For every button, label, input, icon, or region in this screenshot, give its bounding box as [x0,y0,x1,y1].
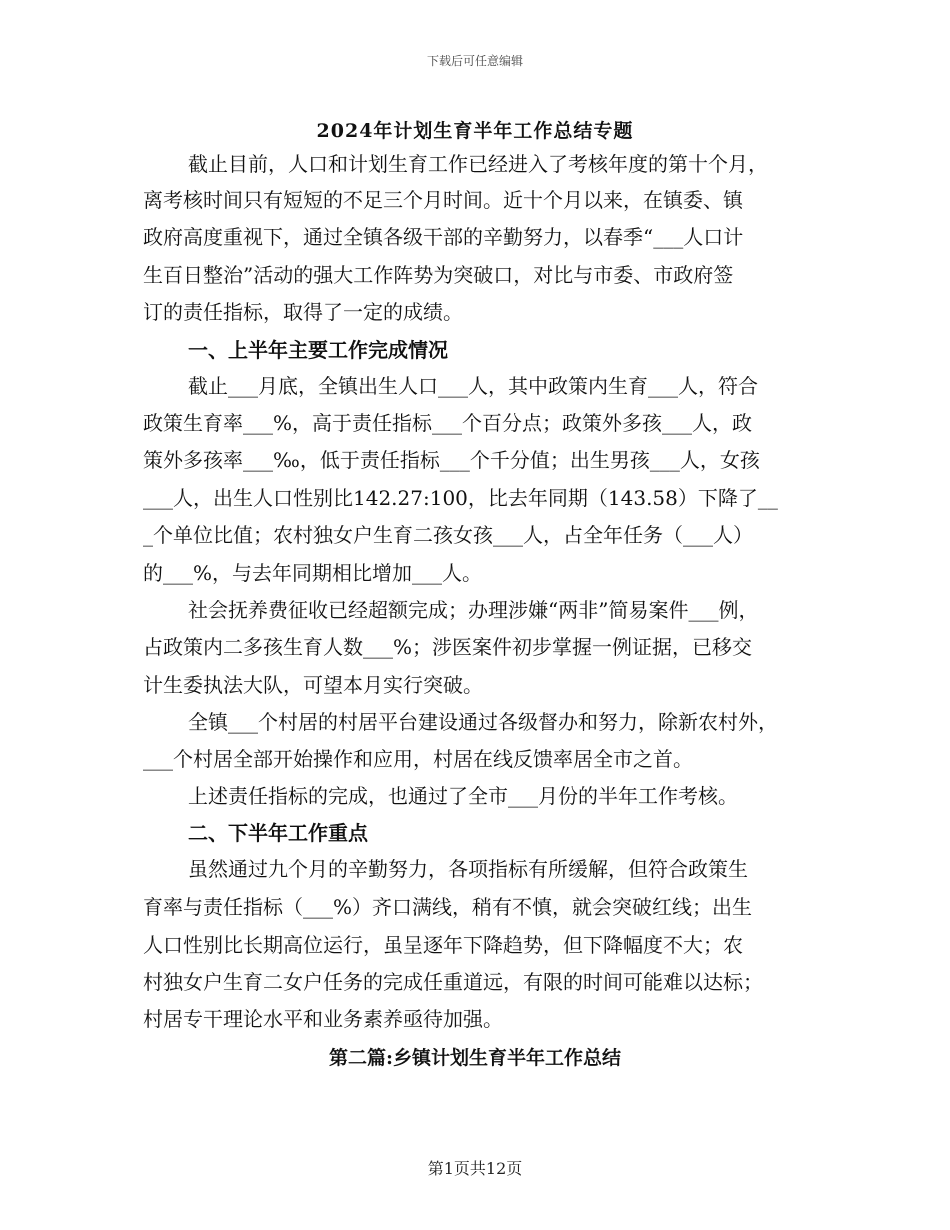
paragraph-line: 社会抚养费征收已经超额完成；办理涉嫌“两非”简易案件___例， [188,598,759,622]
paragraph-line: 策外多孩率___‰，低于责任指标___个千分值；出生男孩___人，女孩 [143,448,760,472]
page-footer: 第1页共12页 [427,1159,523,1178]
paragraph-line: 占政策内二多孩生育人数___%；涉医案件初步掌握一例证据，已移交 [143,635,753,659]
section-heading-1: 一、上半年主要工作完成情况 [188,338,448,362]
paragraph-line: 村独女户生育二女户任务的完成任重道远，有限的时间可能难以达标； [143,970,763,994]
paragraph-line: 订的责任指标，取得了一定的成绩。 [143,300,463,324]
paragraph-line: 虽然通过九个月的辛勤努力，各项指标有所缓解，但符合政策生 [188,857,748,881]
paragraph-line: ___人，出生人口性别比142.27:100，比去年同期（143.58）下降了__ [143,486,778,510]
paragraph-line: 上述责任指标的完成，也通过了全市___月份的半年工作考核。 [188,784,738,808]
paragraph-line: 人口性别比长期高位运行，虽呈逐年下降趋势，但下降幅度不大；农 [143,933,743,957]
paragraph-line: 育率与责任指标（___%）齐口满线，稍有不慎，就会突破红线；出生 [143,895,753,919]
header-note: 下载后可任意编辑 [426,54,523,68]
second-article-title: 第二篇:乡镇计划生育半年工作总结 [328,1047,621,1069]
paragraph-line: 的___%，与去年同期相比增加___人。 [143,561,483,585]
paragraph-line: 政府高度重视下，通过全镇各级干部的辛勤努力，以春季“___人口计 [143,225,744,249]
paragraph-line: 全镇___个村居的村居平台建设通过各级督办和努力，除新农村外， [188,710,778,734]
document-title: 2024年计划生育半年工作总结专题 [316,120,634,142]
paragraph-line: 截止___月底，全镇出生人口___人，其中政策内生育___人，符合 [188,374,758,398]
paragraph-line: 村居专干理论水平和业务素养亟待加强。 [143,1007,503,1031]
paragraph-line: _个单位比值；农村独女户生育二孩女孩___人，占全年任务（___人） [143,523,753,547]
paragraph-line: 离考核时间只有短短的不足三个月时间。近十个月以来，在镇委、镇 [143,188,743,212]
paragraph-line: 截止目前，人口和计划生育工作已经进入了考核年度的第十个月， [188,152,768,176]
section-heading-2: 二、下半年工作重点 [188,821,368,845]
paragraph-line: ___个村居全部开始操作和应用，村居在线反馈率居全市之首。 [143,747,693,771]
paragraph-line: 生百日整治”活动的强大工作阵势为突破口，对比与市委、市政府签 [143,263,734,287]
paragraph-line: 计生委执法大队，可望本月实行突破。 [143,673,483,697]
paragraph-line: 政策生育率___%，高于责任指标___个百分点；政策外多孩___人，政 [143,411,753,435]
